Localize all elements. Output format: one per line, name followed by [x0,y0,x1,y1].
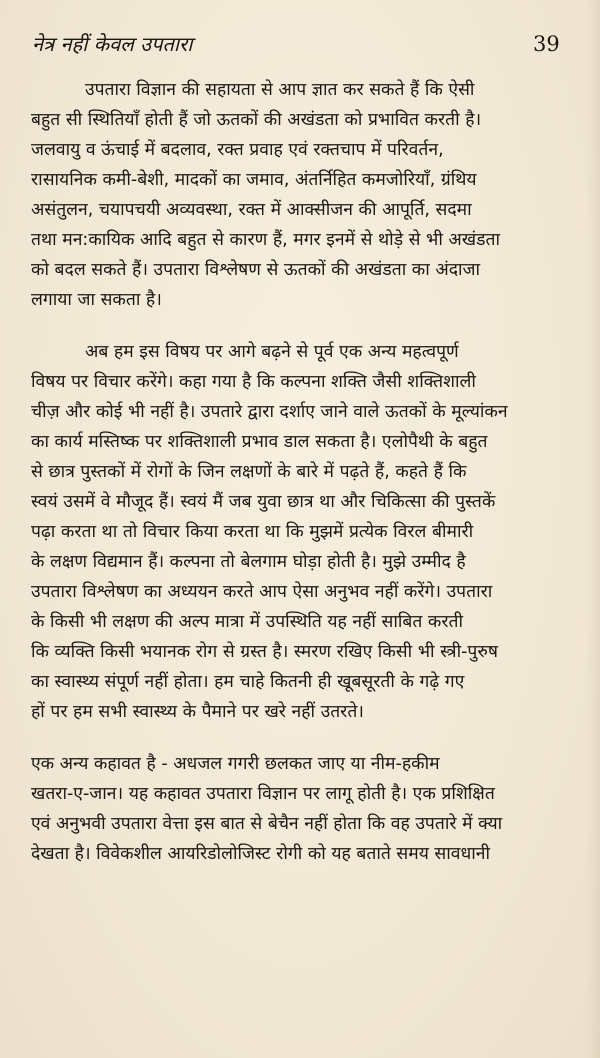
text-line: खतरा-ए-जान। यह कहावत उपतारा विज्ञान पर लागू होती है। एक प्रशिक्षित [31,784,495,804]
text-line: हों पर हम सभी स्वास्थ्य के पैमाने पर खरे नहीं उतरते। [31,702,364,722]
text-line: एवं अनुभवी उपतारा वेत्ता इस बात से बेचैन नहीं होता कि वह उपतारे में क्या [31,814,503,834]
text-line: लगाया जा सकता है। [31,290,162,310]
paragraph-1 [31,75,572,315]
text-line: स्वयं उसमें वे मौजूद हैं। स्वयं मैं जब युवा छात्र था और चिकित्सा की पुस्तकें [31,492,496,512]
text-line: कि व्यक्ति किसी भयानक रोग से ग्रस्त है। स्मरण रखिए किसी भी स्त्री-पुरुष [31,642,498,662]
paragraph-3 [31,749,572,869]
text-line: तथा मन:कायिक आदि बहुत से कारण हैं, मगर इनमें से थोड़े से भी अखंडता [31,230,500,250]
text-line: का स्वास्थ्य संपूर्ण नहीं होता। हम चाहे कितनी ही खूबसूरती के गढ़े गए [31,672,465,692]
text-line: उपतारा विज्ञान की सहायता से आप ज्ञात कर सकते हैं कि ऐसी [85,80,475,100]
text-line: को बदल सकते हैं। उपतारा विश्लेषण से ऊतकों की अखंडता का अंदाजा [31,260,481,280]
text-line: उपतारा विश्लेषण का अध्ययन करते आप ऐसा अनुभव नहीं करेंगे। उपतारा [31,582,493,602]
paragraph-2 [31,337,572,727]
text-line: पढ़ा करता था तो विचार किया करता था कि मुझमें प्रत्येक विरल बीमारी [31,522,474,542]
body-text [31,75,572,869]
paragraph-gap [31,315,572,337]
paragraph-gap [31,727,572,749]
page-header [0,30,600,66]
page-number: 39 [533,32,560,56]
running-head: नेत्र नहीं केवल उपतारा [32,32,193,56]
text-line: चीज़ और कोई भी नहीं है। उपतारे द्वारा दर्शाए जाने वाले ऊतकों के मूल्यांकन [31,402,508,422]
text-line: का कार्य मस्तिष्क पर शक्तिशाली प्रभाव डाल सकता है। एलोपैथी के बहुत [31,432,488,452]
text-line: अब हम इस विषय पर आगे बढ़ने से पूर्व एक अन्य महत्वपूर्ण [85,342,459,362]
text-line: के किसी भी लक्षण की अल्प मात्रा में उपस्थिति यह नहीं साबित करती [31,612,464,632]
text-line: एक अन्य कहावत है - अधजल गगरी छलकत जाए या नीम-हकीम [31,754,440,774]
text-line: बहुत सी स्थितियाँ होती हैं जो ऊतकों की अखंडता को प्रभावित करती है। [31,110,482,130]
text-line: के लक्षण विद्यमान हैं। कल्पना तो बेलगाम घोड़ा होती है। मुझे उम्मीद है [31,552,466,572]
text-line: जलवायु व ऊंचाई में बदलाव, रक्त प्रवाह एवं रक्तचाप में परिवर्तन, [31,140,444,160]
text-line: देखता है। विवेकशील आयरिडोलोजिस्ट रोगी को यह बताते समय सावधानी [31,844,491,864]
text-line: रासायनिक कमी-बेशी, मादकों का जमाव, अंतर्निहित कमजोरियाँ, ग्रंथिय [31,170,477,190]
text-line: से छात्र पुस्तकों में रोगों के जिन लक्षणों के बारे में पढ़ते हैं, कहते हैं कि [31,462,467,482]
text-line: असंतुलन, चयापचयी अव्यवस्था, रक्त में आक्सीजन की आपूर्ति, सदमा [31,200,472,220]
page-edge-shadow [586,0,600,1058]
text-line: विषय पर विचार करेंगे। कहा गया है कि कल्पना शक्ति जैसी शक्तिशाली [31,372,476,392]
